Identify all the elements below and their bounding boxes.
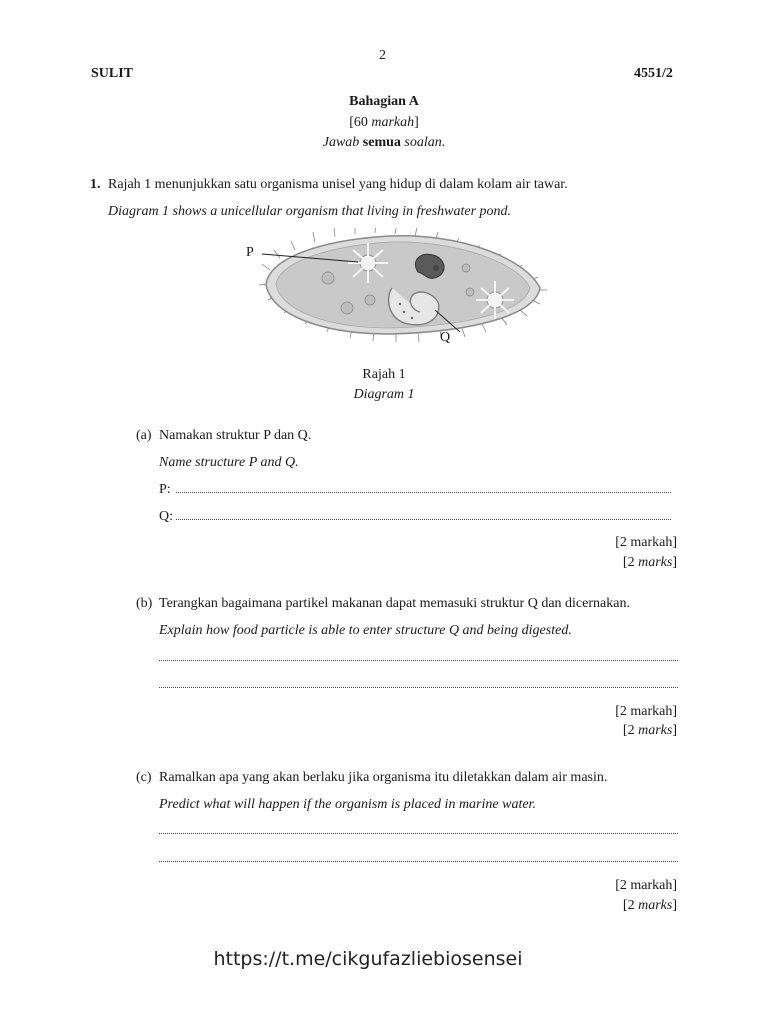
diagram-caption-ms: Rajah 1 — [362, 367, 406, 382]
part-b-label: (b) — [136, 596, 153, 611]
footer-url-link[interactable]: https://t.me/cikgufazliebiosensei — [213, 948, 523, 970]
question-stem-en: Diagram 1 shows a unicellular organism that living in freshwater pond. — [108, 204, 512, 219]
part-a-label: (a) — [136, 428, 152, 443]
section-title: Bahagian A — [349, 94, 419, 109]
question-number: 1. — [90, 177, 101, 192]
part-a-text-en: Name structure P and Q. — [159, 455, 299, 470]
part-a-marks-ms: [2 markah] — [615, 535, 677, 550]
diagram-caption-en: Diagram 1 — [353, 387, 415, 402]
part-c-marks-en: [2 marks] — [622, 898, 677, 913]
answer-line-p[interactable] — [176, 491, 671, 493]
section-total-marks: [60 markah] — [349, 115, 419, 130]
answer-line-q[interactable] — [176, 518, 671, 520]
question-stem-ms: Rajah 1 menunjukkan satu organisma unisel yang hidup di dalam kolam air tawar. — [108, 177, 568, 192]
part-c-text-ms: Ramalkan apa yang akan berlaku jika organisma itu diletakkan dalam air masin. — [159, 770, 608, 785]
part-c-label: (c) — [136, 770, 152, 785]
part-b-marks-ms: [2 markah] — [615, 704, 677, 719]
part-c-text-en: Predict what will happen if the organism is placed in marine water. — [159, 797, 536, 812]
part-a-marks-en: [2 marks] — [622, 555, 677, 570]
part-b-marks-en: [2 marks] — [622, 723, 677, 738]
part-c-marks-ms: [2 markah] — [615, 878, 677, 893]
section-instruction: Jawab semua soalan. — [322, 135, 446, 150]
part-b-text-en: Explain how food particle is able to enter structure Q and being digested. — [159, 623, 572, 638]
answer-p-label: P: — [159, 482, 171, 497]
header-paper-code: 4551/2 — [634, 66, 673, 81]
diagram-label-q: Q — [440, 330, 451, 345]
paramecium-diagram — [240, 228, 560, 352]
part-c-answer-line-2[interactable] — [159, 860, 678, 862]
part-b-text-ms: Terangkan bagaimana partikel makanan dapat memasuki struktur Q dan dicernakan. — [159, 596, 630, 611]
part-b-answer-line-2[interactable] — [159, 686, 678, 688]
header-sulit: SULIT — [91, 66, 134, 81]
diagram-label-p: P — [246, 245, 254, 260]
part-a-text-ms: Namakan struktur P dan Q. — [159, 428, 312, 443]
page-number: 2 — [379, 48, 386, 63]
part-b-answer-line-1[interactable] — [159, 659, 678, 661]
answer-q-label: Q: — [159, 509, 173, 524]
part-c-answer-line-1[interactable] — [159, 832, 678, 834]
